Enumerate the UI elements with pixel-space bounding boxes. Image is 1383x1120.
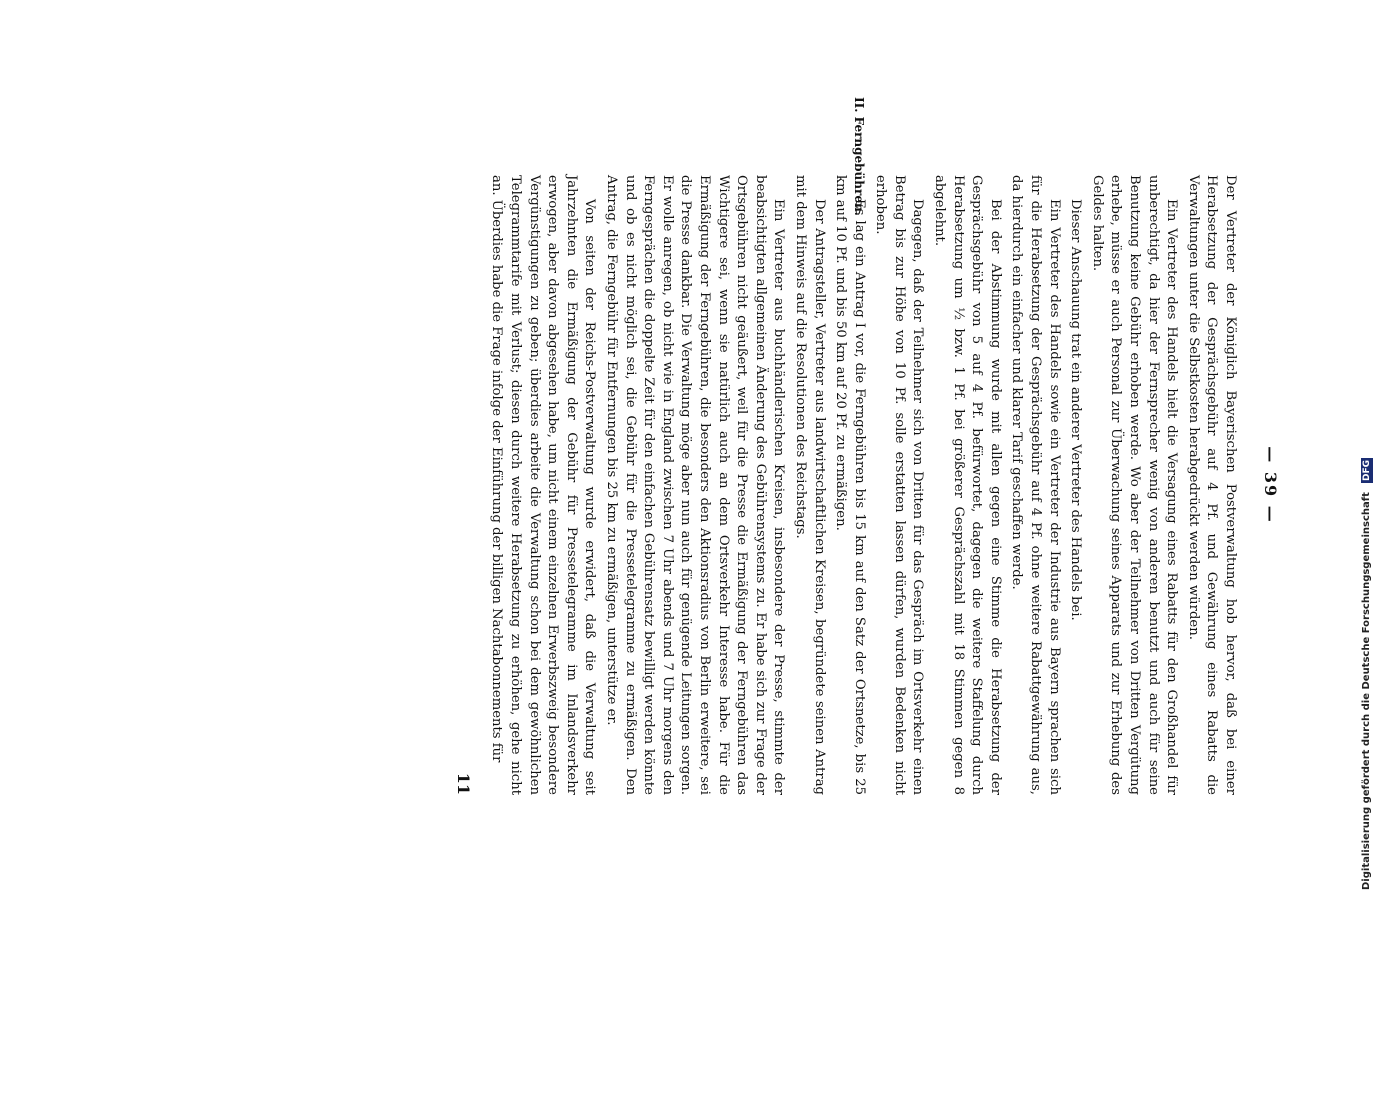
section-label: II. Ferngebühren. [851, 97, 866, 216]
paragraph-9: Ein Vertreter aus buchhändlerischen Kreisen, insbesondere der Presse, stimmte der beabsichtigten allgemeinen Änderung des Gebührensystems zu. Er habe sich zur Frage der Ortsgebühren nicht geäußert, weil für die Presse die Ermäßigung der Ferngebühren das Wichtigere sei, wenn sie natürlich auch an dem Ortsverkehr Interesse habe. Für die Ermäßigung der Ferngebühren, die besonders den Aktionsradius von Berlin erweitere, sei die Presse dankbar. Die Verwaltung möge aber nun auch für genügende Leitungen sorgen. Er wolle anregen, ob nicht wie in England zwischen 7 Uhr abends und 7 Uhr morgens den Ferngesprächen die doppelte Zeit für den einfachen Gebührensatz bewilligt werden könnte und ob es nicht möglich sei, die Gebühr für die Pressetelegramme zu ermäßigen. Den Antrag, die Ferngebühr für Entfernungen bis 25 km zu ermäßigen, unterstütze er. [604, 175, 787, 795]
rotated-document-page [355, 0, 1280, 1120]
section-ferngebuehren [831, 97, 868, 795]
dfg-logo: DFG [1362, 459, 1372, 481]
digitization-credit [1361, 10, 1379, 890]
paragraph-4: Ein Vertreter des Handels sowie ein Vertreter der Industrie aus Bayern sprachen sich für die Herabsetzung der Gesprächsgebühr auf 4 Pf. ohne weitere Rabattgewährung aus, da hierdurch ein einfacher und klarer Tarif geschaffen werde. [1009, 175, 1062, 795]
paragraph-5: Bei der Abstimmung wurde mit allen gegen eine Stimme die Herabsetzung der Gesprächsgebühr von 5 auf 4 Pf. befürwortet, dagegen die weitere Staffelung durch Herabsetzung um ½ bzw. 1 Pf. bei größerer Gesprächszahl mit 18 Stimmen gegen 8 abgelehnt. [932, 175, 1003, 795]
paragraph-2: Ein Vertreter des Handels hielt die Versagung eines Rabatts für den Großhandel für unberechtigt, da hier der Fernsprecher wenig von anderen benutzt und auch für seine Benutzung keine Gebühr erhoben werde. Wo aber der Teilnehmer von Dritten Vergütung erhebe, müsse er auch Personal zur Überwachung seines Apparats und zur Erhebung des Geldes halten. [1089, 175, 1180, 795]
paragraph-10: Von seiten der Reichs-Postverwaltung wurde erwidert, daß die Verwaltung seit Jahrzehnten die Ermäßigung der Gebühr für Pressetelegramme im Inlandsverkehr erwogen, aber davon abgesehen habe, um nicht einem einzelnen Erwerbszweig besondere Vergünstigungen zu geben; überdies arbeite die Verwaltung schon bei dem gewöhnlichen Telegrammtarife mit Verlust; diesen durch weitere Herabsetzung zu erhöhen, gehe nicht an. Überdies habe die Frage infolge der Einführung der billigen Nachtabonnements für [489, 175, 598, 795]
paragraph-3: Dieser Anschauung trat ein anderer Vertreter des Handels bei. [1068, 199, 1084, 621]
page-number: — 39 — [1261, 446, 1280, 524]
paragraph-7: Es lag ein Antrag I vor, die Ferngebühren bis 15 km auf den Satz der Ortsnetze, bis 25 km auf 10 Pf. und bis 50 km auf 20 Pf. zu ermäßigen. [833, 175, 867, 795]
page-content [110, 97, 1280, 795]
paragraph-8: Der Antragsteller, Vertreter aus landwirtschaftlichen Kreisen, begründete seinen Antrag mit dem Hinweis auf die Resolutionen des Reichstags. [792, 175, 827, 795]
credit-text: Digitalisierung gefördert durch die Deutsche Forschungsgemeinschaft [1361, 492, 1372, 890]
footer-number: 11 [453, 772, 473, 795]
paragraph-1: Der Vertreter der Königlich Bayerischen Postverwaltung hob hervor, daß bei einer Herabsetzung der Gesprächsgebühr auf 4 Pf. und Gewährung eines Rabatts die Verwaltungen unter die Selbstkosten herabgedrückt werden würden. [1185, 175, 1238, 795]
paragraph-6: Dagegen, daß der Teilnehmer sich von Dritten für das Gespräch im Ortsverkehr einen Betrag bis zur Höhe von 10 Pf. solle erstatten lassen dürfen, wurden Bedenken nicht erhoben. [873, 175, 926, 795]
